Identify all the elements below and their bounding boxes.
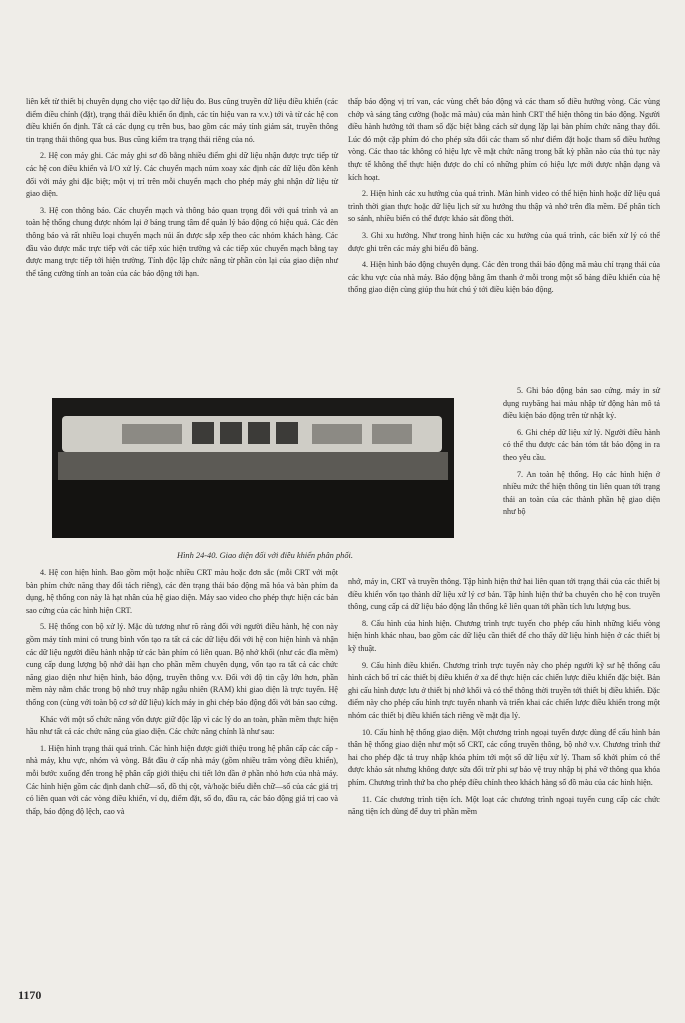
paragraph: 3. Ghi xu hướng. Như trong hình hiện các xu hướng của quá trình, các biến xử lý có thể được ghi trên các máy ghi biểu đồ băng. xyxy=(348,230,660,253)
paragraph: 1. Hiện hình trạng thái quá trình. Các hình hiện được giới thiệu trong hệ phân cấp các cấp - nhà máy, khu vực, nhóm và vòng. Bắt đầu ở cấp nhà máy (gồm nhiều trăm vòng điều khiển), mỗi bước xuống đến trong hệ phân cấp giới thiệu chi tiết lớn dần ở phần nhỏ hơn của nhà máy. Các hình hiện gồm các định danh chữ—số, đồ thị cột, và/hoặc biểu diễn chữ—số của các giá trị có liên quan với các vòng điều khiển, ví dụ, điểm đặt, số đo, đầu ra, các báo động giá trị cao và thấp, báo động độ lệch, cao và xyxy=(26,743,338,816)
paragraph: 11. Các chương trình tiện ích. Một loạt các chương trình ngoại tuyến cung cấp các chức năng tiện ích dùng để duy trì phần mềm xyxy=(348,794,660,817)
paragraph: Khác với một số chức năng vốn được giữ độc lập vì các lý do an toàn, phần mềm thực hiện hầu như tất cả các chức năng của giao diện. Các chức năng chính là như sau: xyxy=(26,714,338,737)
paragraph: 7. An toàn hệ thống. Họ các hình hiện ở nhiều mức thể hiện thông tin liên quan tới trạng thái an toàn của các thành phần hệ giao diện như bộ xyxy=(503,469,660,517)
paragraph: 2. Hệ con máy ghi. Các máy ghi sơ đồ bằng nhiều điểm ghi dữ liệu nhận được trực tiếp từ các hệ con điều khiển và I/O xử lý. Các chuyển mạch núm xoay xác định các dữ liệu đồn kênh đối với máy ghi đặc biệt; một vị trí trên mỗi chuyển mạch cho phép máy ghi nhận dữ liệu từ giao diện. xyxy=(26,151,338,199)
left-column-top xyxy=(26,96,338,284)
paragraph: 6. Ghi chép dữ liệu xử lý. Người điều hành có thể thu được các bản tóm tắt báo động in ra theo yêu cầu. xyxy=(503,427,660,462)
figure-caption: Hình 24-40. Giao diện đối với điều khiển phân phối. xyxy=(177,551,353,560)
paragraph: 4. Hiện hình báo động chuyên dụng. Các đèn trong thái báo động mã màu chỉ trạng thái của các khu vực của nhà máy. Báo động bằng âm thanh ở mỗi trong một số bảng điều khiển của hệ thống giao diện cùng giúp thu hút chú ý tới điều kiện báo động. xyxy=(348,260,660,295)
floor-shadow xyxy=(52,480,454,538)
paragraph: 9. Cấu hình điều khiển. Chương trình trực tuyến này cho phép người kỹ sư hệ thống cấu hình cách bố trí các thiết bị điều khiển ở xa để thực hiện các chiến lược điều khiển đặc biệt. Bản ghi cấu hình được lưu ở thiết bị nhớ khối và có thể thông thời truyền tới thiết bị điều khiển. Đặc điểm này cho phép cấu hình trực tuyến nhanh và triển khai các chiến lược điều khiển trong một nhóm các thiết bị điều khiển tách riêng về mặt địa lý. xyxy=(348,660,660,720)
paragraph: 2. Hiện hình các xu hướng của quá trình. Màn hình video có thể hiện hình hoặc dữ liệu quá trình thời gian thực hoặc dữ liệu lịch sử xu hướng thu thập và nhớ trên đĩa mềm. Để phân tích so sánh, nhiều biến có thể được khảo sát đồng thời. xyxy=(348,189,660,224)
control-console-photo xyxy=(52,398,454,538)
right-column-top xyxy=(348,96,660,301)
left-column-bottom xyxy=(26,567,338,822)
paragraph: 5. Ghi báo động bản sao cứng. máy in sử dụng ruybăng hai màu nhập từ động hàn mô tả điều kiện báo động trên từ nhật ký. xyxy=(503,386,660,421)
paragraph: 8. Cấu hình của hình hiện. Chương trình trực tuyến cho phép cấu hình những kiểu vòng hiện hình khác nhau, bao gồm các dữ liệu cần thiết để cho thấy dữ liệu hình hiện ở các thiết bị kỹ thuật. xyxy=(348,618,660,653)
paragraph: 5. Hệ thống con bộ xử lý. Mặc dù tương như rõ ràng đối với người điều hành, hệ con này gồm máy tính mini có trung bình vốn tạo ra tất cả các dữ liệu đối với hệ con hiện hình và nhận các dữ liệu người điều hành nhập từ các bàn phím có liên quan. Bộ nhớ khối (như các đĩa mềm) cung cấp dung lượng bộ nhớ dài hạn cho phần mềm chuyên dụng, vốn tạo ra tất cả các chức năng giao diện như hiện hình, báo động, truyền thông v.v. Đối với độ tin cậy lớn hơn, phần mềm này nằm chắc trong bộ nhớ truy nhập ngẫu nhiên (RAM) khi giao diện là trực tuyến. Hệ thống con (cùng với toàn bộ cơ sở dữ liệu) kích máy in ghi chép báo động đối với bản sao cứng. xyxy=(26,622,338,707)
page-number: 1170 xyxy=(18,988,42,1002)
paragraph: 10. Cấu hình hệ thống giao diện. Một chương trình ngoại tuyến được dùng để cấu hình bản thân hệ thống giao diện như một số CRT, các cổng truyền thông, bộ nhớ v.v. Chương trình thứ hai cho phép đặc tả truy nhập khóa phím tới một số dữ liệu xử lý. Tham số khởi phím có thể được khảo sát nhưng không được sửa đổi trừ phi sự bảo vệ truy nhập bị phá vỡ thông qua khóa phím. Chương trình thứ ba cho phép điều chỉnh theo khách hàng số đồ màu của các hình hiện. xyxy=(348,727,660,787)
console-desk xyxy=(58,452,448,480)
paragraph: thấp báo động vị trí van, các vùng chết báo động và các tham số điều hướng vòng. Các vùng chớp và sáng tăng cường (hoặc mã màu) của màn hình CRT thể hiện thông tin báo động. Người điều hành hướng tới tham số đặc biệt bằng cách sử dụng lặp lại bàn phím chức năng thay đổi. Lúc đó một cặp phím đó cho phép sửa đổi các tham số như điểm đặt hoặc tham số điều hướng vòng. Các thao tác không có hiệu lực về mặt chức năng trong bất kỳ phần nào của thủ tục này thực tế không thể thực hiện được do chỉ có những phím có hiệu lực mới được nhận dạng và kích hoạt. xyxy=(348,97,660,182)
paragraph: 3. Hệ con thông báo. Các chuyển mạch và thông báo quan trọng đối với quá trình và an toàn hệ thống chung được nhóm lại ở bảng trung tâm để quản lý báo động có hiệu quả. Các đèn thông báo và rất nhiều loại chuyển mạch núi ấn được sắp xếp theo các nhóm khách hàng. Các đầu vào được mắc trực tiếp với các tiếp xúc hiện trường và các tiếp xúc chuyển mạch bằng tay được mang trực tiếp tới hiện trường. Tính độc lập chức năng từ phần còn lại của giao diện như thể tăng cường tính an toàn của các báo động tới hạn. xyxy=(26,205,338,278)
right-column-bottom xyxy=(348,576,660,823)
right-column-mid xyxy=(503,385,660,523)
paragraph: 4. Hệ con hiện hình. Bao gồm một hoặc nhiều CRT màu hoặc đơn sắc (mỗi CRT với một bàn phím chức năng thay đổi tách riêng), các đèn trạng thái báo động mã hóa và bàn phím đa dụng, hệ thống con này là hạt nhân của hệ giao diện. Máy sao video cho phép thực hiện các bản sao cứng của các hình hiện CRT. xyxy=(26,568,338,615)
paragraph: nhớ, máy in, CRT và truyền thông. Tập hình hiện thứ hai liên quan tới trạng thái của các thiết bị điều khiển vốn tạo thành dữ liệu xử lý cơ bản. Tập hình hiện thứ ba chuyên cho hệ con truyền thông, cung cấp cả dữ liệu báo động lẫn thống kê liên quan tới phần tích lưu lượng bus. xyxy=(348,577,660,612)
console-panel xyxy=(62,416,442,452)
paragraph: liên kết từ thiết bị chuyên dụng cho việc tạo dữ liệu đo. Bus cũng truyền dữ liệu điều khiển (các điểm điều chỉnh (đặt), trạng thái điều khiển ổn định, các tín hiệu van ra v.v.) tới và từ các hệ con điều khiển ổn định. Tất cả các dụng cụ trên bus, bao gồm các máy tính giám sát, truyền thông tin trạng thái thông qua bus. Bus cũng kiểm tra trạng thái riêng của nó. xyxy=(26,97,338,144)
